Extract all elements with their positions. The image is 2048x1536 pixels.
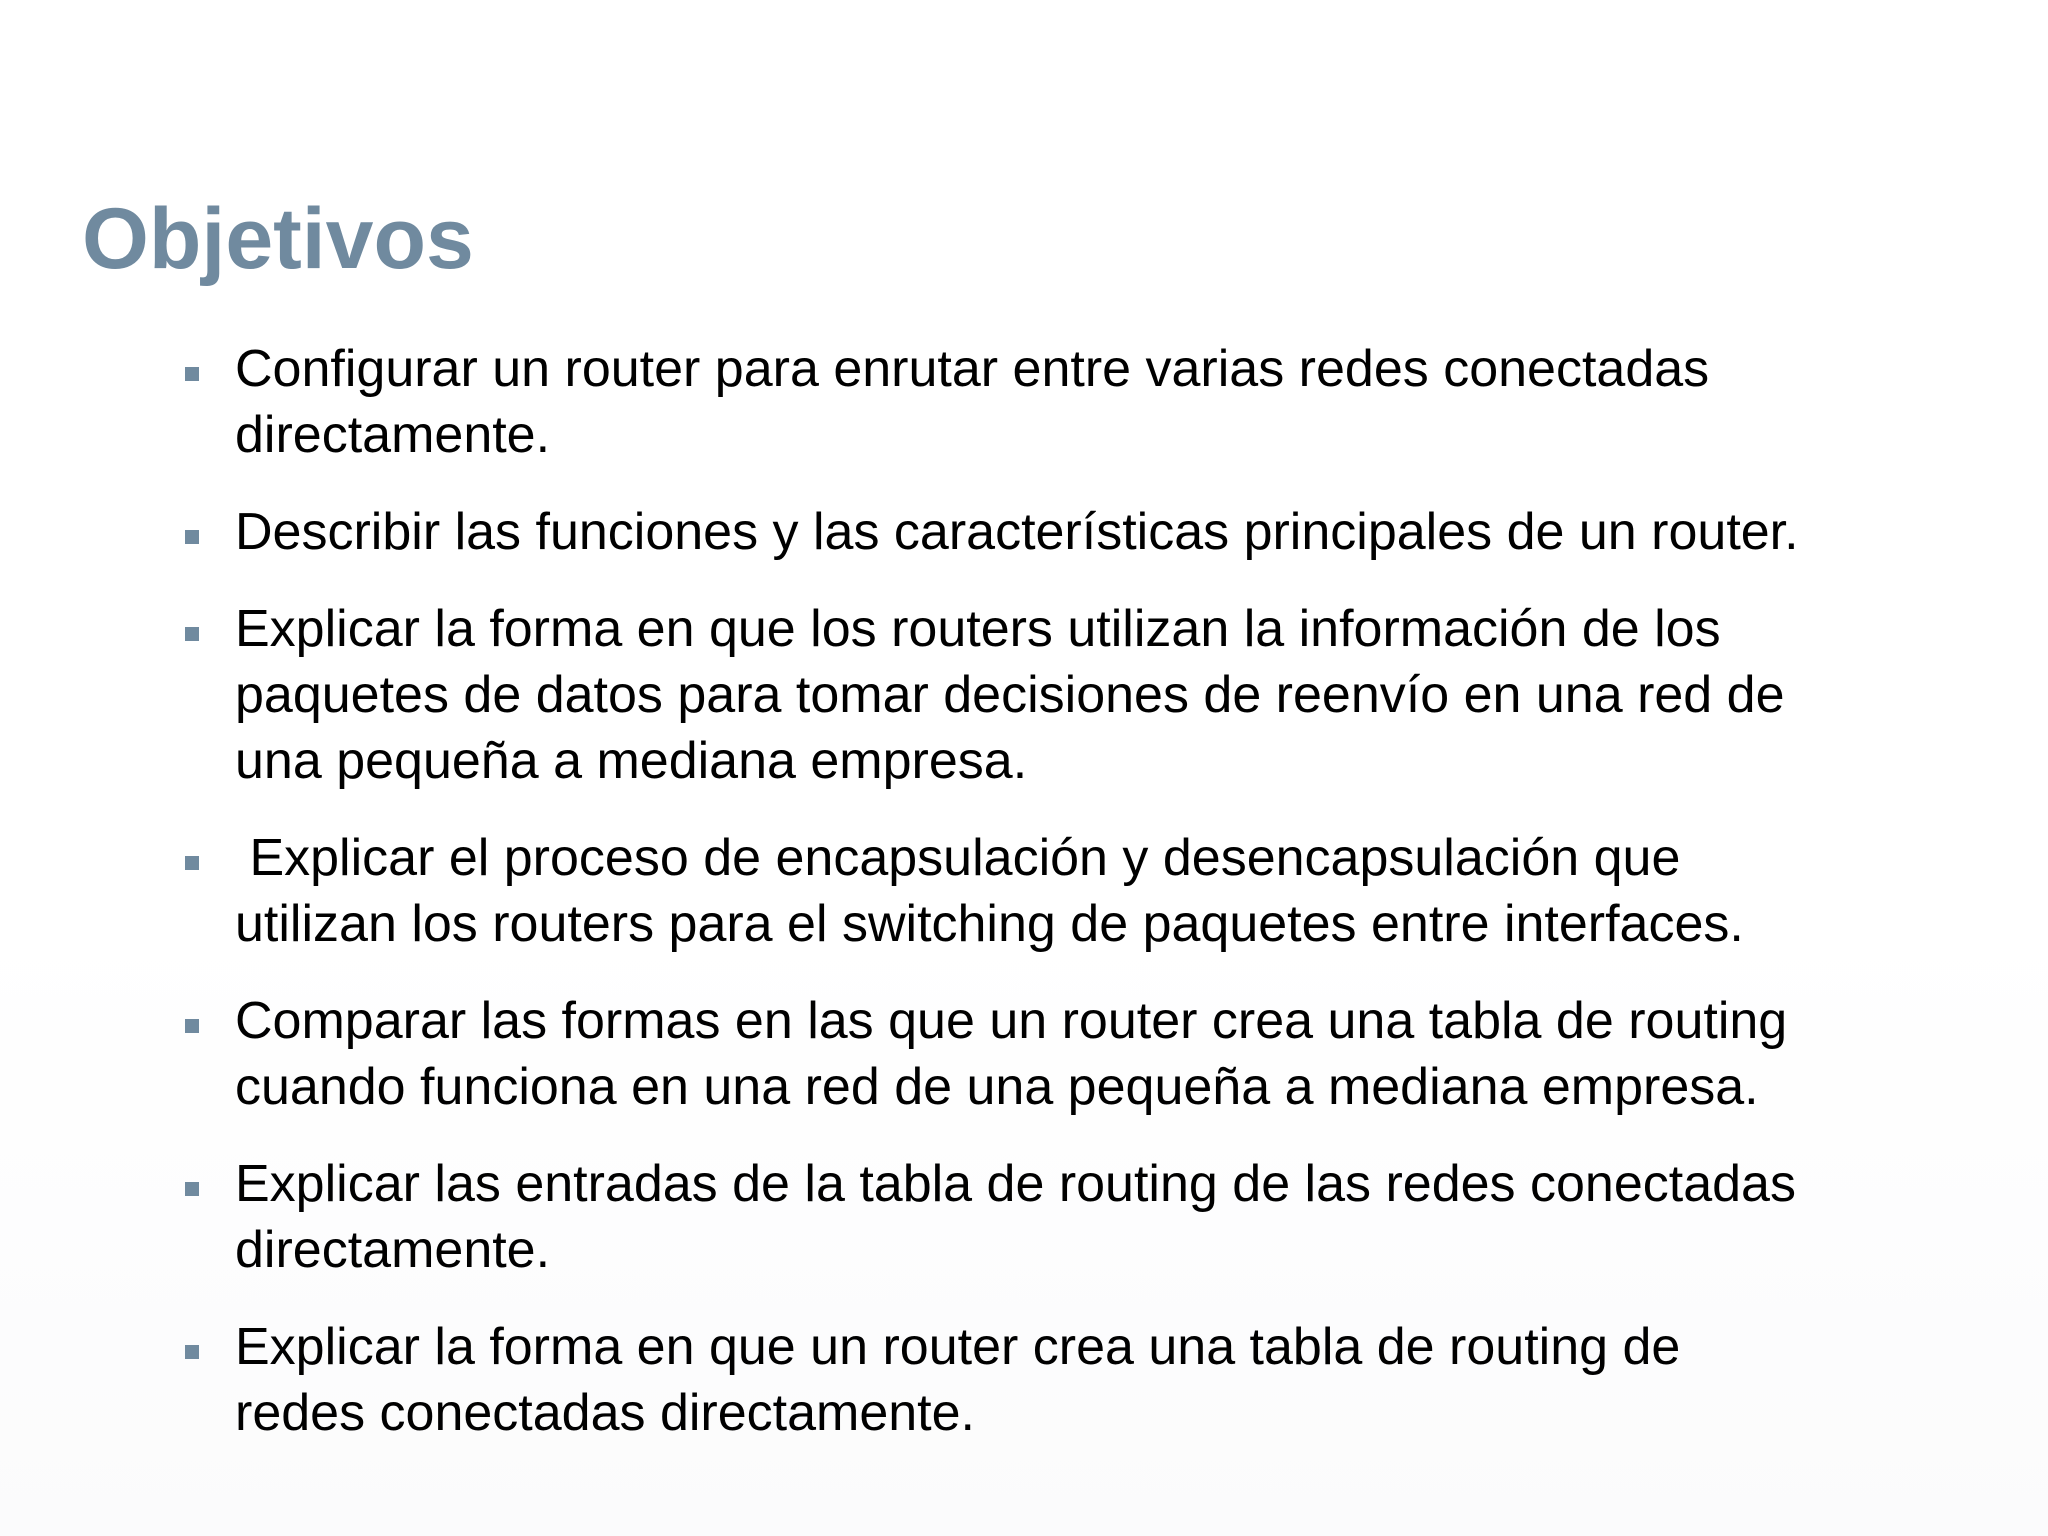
objective-item bbox=[185, 336, 1985, 468]
square-bullet-icon bbox=[185, 1019, 199, 1033]
objective-text: Explicar el proceso de encapsulación y desencapsulación que utilizan los routers para el switching de paquetes entre interfaces. bbox=[235, 829, 1744, 953]
square-bullet-icon bbox=[185, 627, 199, 641]
objective-item bbox=[185, 825, 1985, 957]
objective-item bbox=[185, 596, 1985, 794]
objective-text: Explicar la forma en que los routers utilizan la información de los paquetes de datos para tomar decisiones de reenvío en una red de una pequeña a mediana empresa. bbox=[235, 600, 1785, 790]
objective-text: Explicar la forma en que un router crea una tabla de routing de redes conectadas directamente. bbox=[235, 1318, 1681, 1442]
square-bullet-icon bbox=[185, 1182, 199, 1196]
objective-text: Describir las funciones y las características principales de un router. bbox=[235, 503, 1799, 561]
objective-item bbox=[185, 499, 1985, 565]
objective-text: Comparar las formas en las que un router crea una tabla de routing cuando funciona en una red de una pequeña a mediana empresa. bbox=[235, 992, 1788, 1116]
objective-item bbox=[185, 988, 1985, 1120]
objective-item bbox=[185, 1314, 1985, 1446]
square-bullet-icon bbox=[185, 856, 199, 870]
square-bullet-icon bbox=[185, 1345, 199, 1359]
objectives-list bbox=[185, 336, 1985, 1477]
square-bullet-icon bbox=[185, 367, 199, 381]
slide-title: Objetivos bbox=[82, 191, 474, 287]
objective-item bbox=[185, 1151, 1985, 1283]
objective-text: Configurar un router para enrutar entre varias redes conectadas directamente. bbox=[235, 340, 1710, 464]
objective-text: Explicar las entradas de la tabla de routing de las redes conectadas directamente. bbox=[235, 1155, 1796, 1279]
square-bullet-icon bbox=[185, 530, 199, 544]
